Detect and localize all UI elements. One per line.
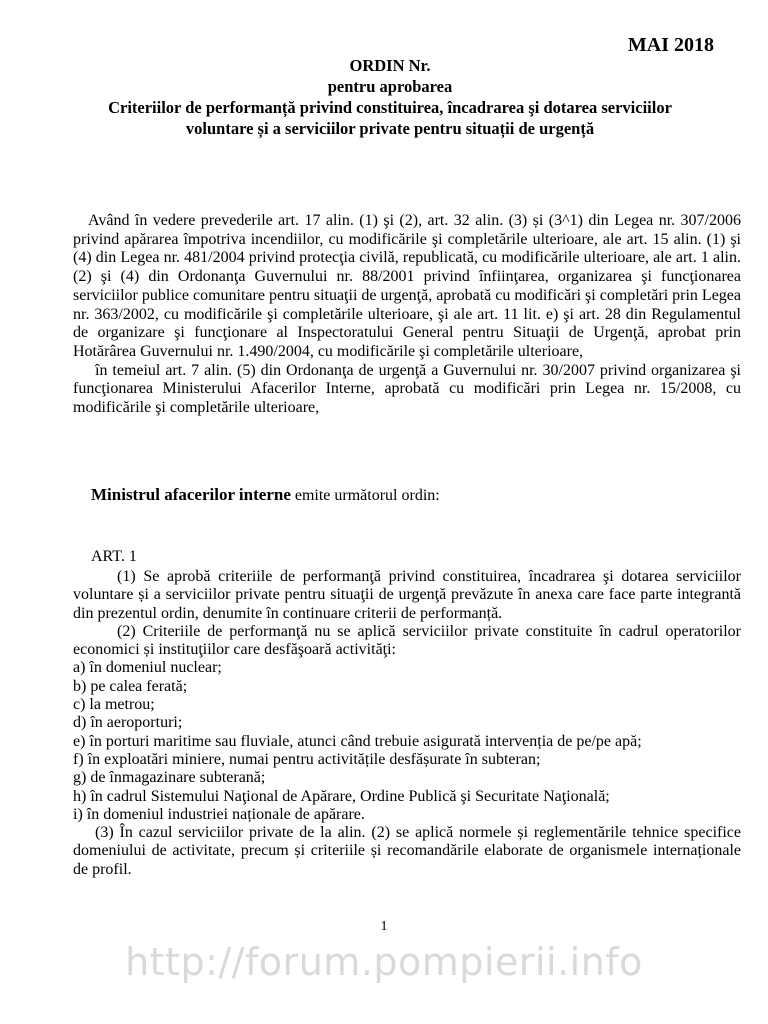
article-heading: ART. 1 [91,548,137,565]
title-line-order: ORDIN Nr. [349,56,431,75]
list-item: i) în domeniul industriei naționale de apărare. [73,805,365,823]
forum-watermark: http://forum.pompierii.info [125,940,643,984]
preamble [73,212,741,418]
minister-statement-rest: emite următorul ordin: [290,487,440,504]
page-number: 1 [380,919,388,934]
list-item: h) în cadrul Sistemului Naţional de Apărare, Ordine Publică şi Securitate Naţională; [73,787,610,805]
list-item: c) la metrou; [73,696,155,714]
list-item: d) în aeroporturi; [73,714,183,732]
list-item: g) de înmagazinare subterană; [73,769,266,787]
document-date: MAI 2018 [627,34,714,56]
article-paragraph-2: (2) Criteriile de performanţă nu se aplică serviciilor private constituite în cadrul operatorilor economici și instituţiilor care desfăşoară activităţi: [73,622,741,659]
title-line-criteria-1: Criteriilor de performanță privind constituirea, încadrarea şi dotarea serviciilor [108,98,672,117]
title-line-purpose: pentru aprobarea [327,77,453,96]
minister-title: Ministrul afacerilor interne [91,485,291,504]
preamble-paragraph-1: Având în vedere prevederile art. 17 alin. (1) şi (2), art. 32 alin. (3) și (3^1) din Legea nr. 307/2006 privind apărarea împotriva incendiilor, cu modificările şi completările ulterioare, ale art. 15 alin. (1) şi (4) din Legea nr. 481/2004 privind protecţia civilă, republicată, cu modificările ulterioare, ale art. 1 alin. (2) şi (4) din Ordonanţa Guvernului nr. 88/2001 privind înfiinţarea, organizarea şi funcţionarea serviciilor publice comunitare pentru situaţii de urgenţă, aprobată cu modificări şi completări prin Legea nr. 363/2002, cu modificările şi completările ulterioare, şi ale art. 11 lit. e) şi art. 28 din Regulamentul de organizare şi funcţionare al Inspectoratului General pentru Situaţii de Urgenţă, aprobat prin Hotărârea Guvernului nr. 1.490/2004, cu modificările şi completările ulterioare, [73,212,741,360]
minister-statement [91,485,440,505]
list-item: e) în porturi maritime sau fluviale, atunci când trebuie asigurată intervenția de pe/pe apă; [73,732,642,750]
article-paragraph-3: (3) În cazul serviciilor private de la alin. (2) se aplică normele și reglementările tehnice specifice domeniului de activitate, precum și criteriile și recomandările elaborate de organismele internaționale de profil. [73,824,741,878]
list-item: a) în domeniul nuclear; [73,659,222,677]
article-paragraph-1: (1) Se aprobă criteriile de performanţă privind constituirea, încadrarea şi dotarea serviciilor voluntare și a serviciilor private pentru situaţii de urgenţă prevăzute în anexa care face parte integrantă din prezentul ordin, denumite în continuare criterii de performanță. [73,568,741,622]
list-item: f) în exploatări miniere, numai pentru activitățile desfășurate în subteran; [73,750,541,768]
article-body [73,568,741,879]
document-title [40,55,740,139]
title-line-criteria-2: voluntare și a serviciilor private pentru situații de urgență [185,119,595,138]
preamble-paragraph-2: în temeiul art. 7 alin. (5) din Ordonanţa de urgenţă a Guvernului nr. 30/2007 privind organizarea şi funcţionarea Ministerului Afacerilor Interne, aprobată cu modificări prin Legea nr. 15/2008, cu modificările şi completările ulterioare, [73,361,741,417]
list-item: b) pe calea ferată; [73,677,188,695]
